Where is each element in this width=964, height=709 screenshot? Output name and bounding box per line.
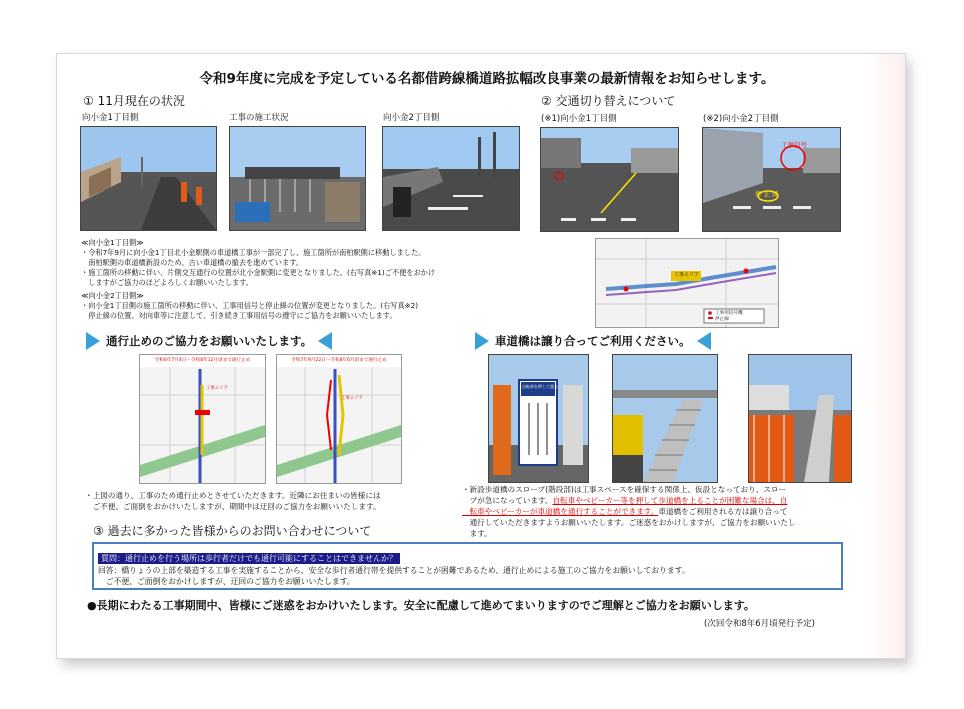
sign-photo-image (489, 355, 588, 482)
faq-box (92, 542, 843, 590)
chevron-right-icon (86, 332, 100, 350)
work-area-label: 工事エリア (341, 396, 363, 401)
closure-banner (86, 332, 332, 350)
stairs-photo-image (613, 355, 717, 482)
closure-map-1-header: 令和6年7月4日～令和8年12月頃まで通行止め (140, 355, 265, 367)
photo-bridge-sign (488, 354, 589, 483)
note-line: ・上図の通り、工事のため通行止めとさせていただきます。近隣にお住まいの皆様には (85, 491, 381, 500)
newsletter-page (56, 53, 906, 659)
note-line: 南柏駅側の車道橋新設のため、古い車道橋の撤去を進めています。 (81, 258, 303, 267)
signal-label: 工事信号 (781, 141, 807, 149)
note-line: ます。 (462, 529, 492, 538)
photo-caption: 向小金1丁目側 (82, 113, 139, 123)
faq-answer-line: 回答：橋りょうの上部を築造する工事を実施することから、安全な歩行者通行帯を提供することが困難であるため、通行止めによる施工のご協力をお願いしております。 (98, 566, 690, 575)
closure-banner-text: 通行止めのご協力をお願いいたします。 (106, 334, 313, 348)
note-line: ご不便、ご面倒をおかけいたしますが、期間中は迂回のご協力をお願いいたします。 (85, 502, 381, 511)
slope-photo-image (749, 355, 851, 482)
bridge-banner (475, 332, 711, 350)
bridge-banner-text: 車道橋は譲り合ってご利用ください。 (495, 334, 691, 348)
next-issue-note: (次回令和8年6月頃発行予定) (704, 619, 815, 629)
page-edge (865, 54, 905, 658)
faq-answer-line: ご不便、ご面倒をおかけしますが、迂回のご協力をお願いいたします。 (98, 577, 355, 586)
section1-notes (81, 238, 435, 321)
photo-bridge-stairs (612, 354, 718, 483)
note-line: 通行していただきますようお願いいたします。ご迷惑をおかけしますが、ご協力をお願いいたし (462, 518, 796, 527)
legend-stopline: 停止線 (715, 317, 729, 322)
section1-heading: ① 11月現在の状況 (83, 94, 185, 108)
stopline-label: 停 止 線 (755, 190, 779, 198)
closure-map-1-image (140, 355, 265, 483)
note-line: ≪向小金2丁目側≫ (81, 291, 144, 300)
closure-map-1 (139, 354, 266, 484)
chevron-left-icon (318, 332, 332, 350)
faq-question: 質問：通行止めを行う場所は歩行者だけでも通行可能にすることはできませんか？ (98, 553, 400, 564)
closure-map-2-image (277, 355, 401, 483)
photo-caption: (※1)向小金1丁目側 (541, 114, 617, 124)
photo-traffic-2 (702, 127, 841, 232)
street-photo-image (81, 127, 216, 230)
road-map-image (596, 239, 778, 327)
legend-signal: 工事用信号機 (715, 311, 743, 316)
section3-heading: ③ 過去に多かった皆様からのお問い合わせについて (93, 524, 372, 538)
chevron-right-icon (475, 332, 489, 350)
photo-mukaikogane-1 (80, 126, 217, 231)
sign-text: 自転車を押して渡る (522, 384, 558, 389)
photo-caption: (※2)向小金2丁目側 (703, 114, 779, 124)
closure-notes (85, 490, 381, 512)
photo-bridge-slope (748, 354, 852, 483)
photo-caption: 向小金2丁目側 (383, 113, 440, 123)
note-line: ・新設歩道橋のスロープ(階段部)は工事スペースを確保する関係上、仮設となっており、スロー (462, 485, 787, 494)
warning-text: 自転車やベビーカー等を押して歩道橋を上ることが困難な場合は、自 (552, 496, 788, 505)
photo-construction (229, 126, 366, 231)
photo-mukaikogane-2 (382, 126, 520, 231)
road-photo-image (383, 127, 519, 230)
note-text: 車道橋をご利用される方は譲り合って (658, 507, 788, 516)
photo-traffic-1 (540, 127, 679, 232)
bridge-notes (462, 484, 796, 539)
footer-message: ●長期にわたる工事期間中、皆様にご迷惑をおかけいたします。安全に配慮して進めてまいりますのでご理解とご協力をお願いします。 (87, 599, 755, 612)
note-line: ・向小金1丁目側の施工箇所の移動に伴い、工事用信号と停止線の位置が変更となりました。(右写真※2) (81, 301, 419, 310)
note-line: ≪向小金1丁目側≫ (81, 238, 144, 247)
page-title: 令和9年度に完成を予定している名都借跨線橋道路拡幅改良事業の最新情報をお知らせします。 (199, 71, 775, 87)
chevron-left-icon (697, 332, 711, 350)
closure-map-2 (276, 354, 402, 484)
note-line (462, 495, 796, 506)
photo-caption: 工事の施工状況 (229, 113, 289, 123)
closure-map-2-header: 令和7年9月22日～令和8年6月頃まで通行止め (277, 355, 401, 367)
section2-heading: ② 交通切り替えについて (541, 94, 676, 108)
work-area-label: 工事エリア (674, 272, 700, 278)
warning-text: 転車やベビーカーが車道橋を通行することができます。 (462, 507, 659, 516)
note-line (462, 506, 796, 517)
note-line: 停止線の位置、対向車等に注意して、引き続き工事用信号の遵守にご協力をお願いいたします。 (81, 311, 397, 320)
work-area-label: 工事エリア (206, 386, 228, 391)
traffic-switch-map (595, 238, 779, 328)
construction-photo-image (230, 127, 365, 230)
note-line: しますがご協力のほどよろしくお願いいたします。 (81, 278, 253, 287)
note-text: プが急になっています。 (462, 496, 553, 505)
note-line: ・施工箇所の移動に伴い、片側交互通行の位置が北小金駅側に変更となりました。(右写真※1)ご不便をおかけ (81, 268, 436, 277)
signal-photo-image (703, 128, 840, 231)
traffic-photo-image (541, 128, 678, 231)
note-line: ・令和7年9月に向小金1丁目北小金駅側の車道橋工事が一部完了し、施工箇所が南柏駅側に移動しました。 (81, 248, 426, 257)
